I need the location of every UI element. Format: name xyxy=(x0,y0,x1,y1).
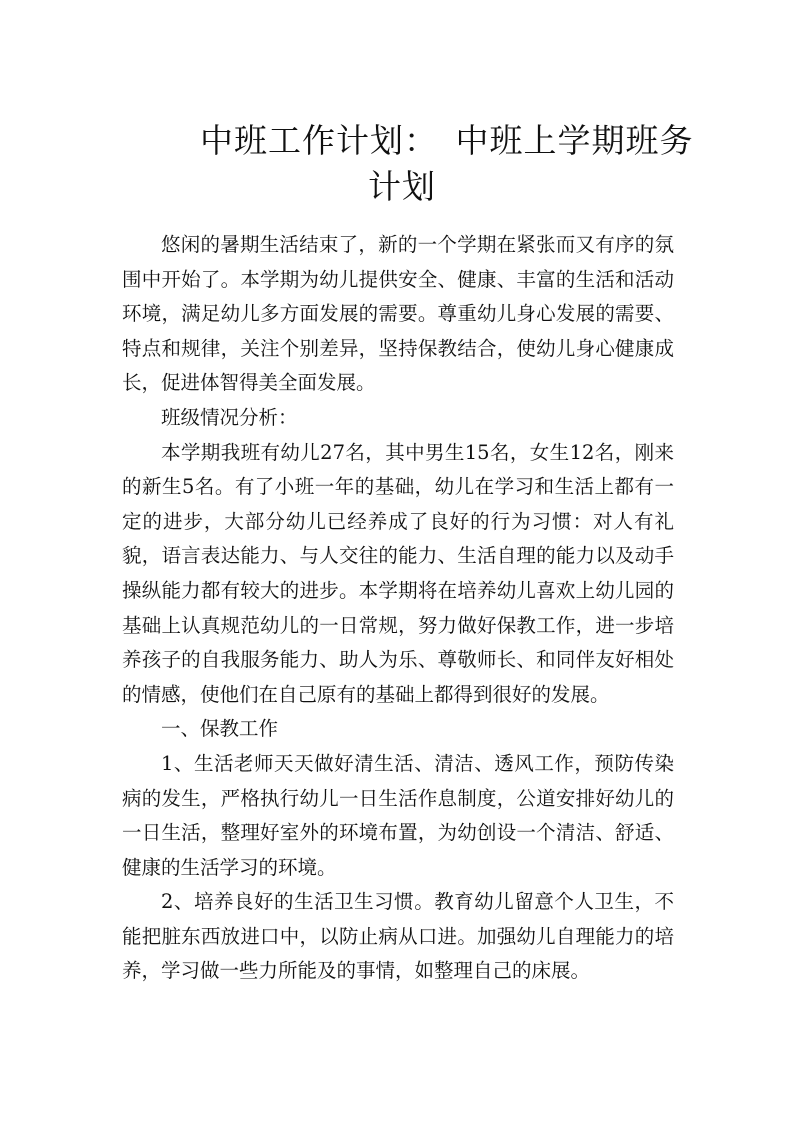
class-analysis-paragraph: 本学期我班有幼儿27名，其中男生15名，女生12名，刚来的新生5名。有了小班一年的基础，幼儿在学习和生活上都有一定的进步，大部分幼儿已经养成了良好的行为习惯：对人有礼貌，语言表达能力、与人交往的能力、生活自理的能力以及动手操纵能力都有较大的进步。本学期将在培养幼儿喜欢上幼儿园的基础上认真规范幼儿的一日常规，努力做好保教工作，进一步培养孩子的自我服务能力、助人为乐、尊敬师长、和同伴友好相处的情感，使他们在自己原有的基础上都得到很好的发展。 xyxy=(122,440,674,706)
document-title xyxy=(120,118,760,210)
section-heading-class-analysis: 班级情况分析： xyxy=(161,405,298,429)
title-line-1: 中班工作计划： 中班上学期班务 xyxy=(200,121,694,161)
intro-paragraph: 悠闲的暑期生活结束了，新的一个学期在紧张而又有序的氛围中开始了。本学期为幼儿提供安全、健康、丰富的生活和活动环境，满足幼儿多方面发展的需要。尊重幼儿身心发展的需要、特点和规律，关注个别差异，坚持保教结合，使幼儿身心健康成长，促进体智得美全面发展。 xyxy=(122,233,674,395)
care-item-1-paragraph: 1、生活老师天天做好清生活、清洁、透风工作，预防传染病的发生，严格执行幼儿一日生活作息制度，公道安排好幼儿的一日生活，整理好室外的环境布置，为幼创设一个清洁、舒适、健康的生活学习的环境。 xyxy=(122,751,674,879)
document-body xyxy=(122,228,674,989)
care-item-2-paragraph: 2、培养良好的生活卫生习惯。教育幼儿留意个人卫生，不能把脏东西放进口中，以防止病从口进。加强幼儿自理能力的培养，学习做一些力所能及的事情，如整理自己的床展。 xyxy=(122,890,674,983)
title-line-2: 计划 xyxy=(368,167,436,207)
section-heading-care-education: 一、保教工作 xyxy=(161,717,279,741)
